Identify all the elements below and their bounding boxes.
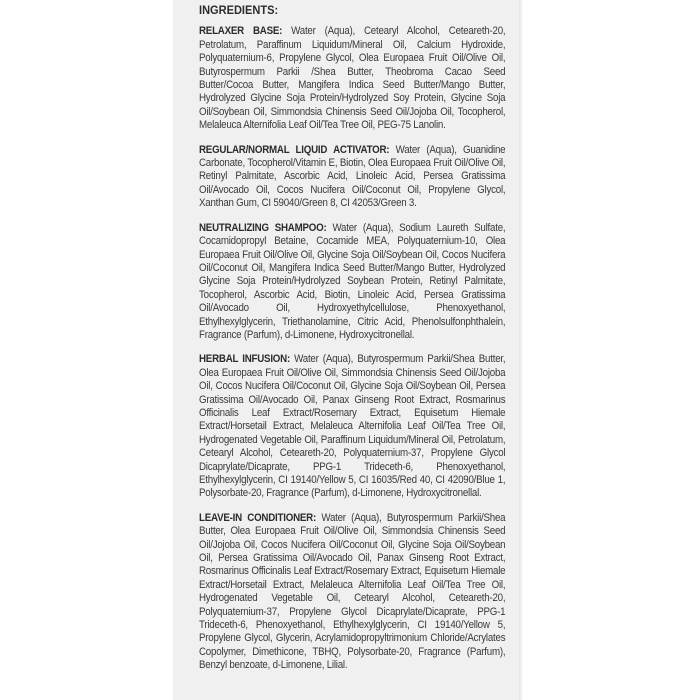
section-neutralizing-shampoo [199,222,505,343]
panel-edge [519,0,523,700]
section-relaxer-base [199,25,505,132]
section-text: Water (Aqua), Sodium Laureth Sulfate, Cocamidopropyl Betaine, Cocamide MEA, Polyquaternium-10, Olea Europaea Fruit Oil/Olive Oil, Glycine Soja Oil/Soybean Oil, Cocos Nucifera Oil/Coconut Oil, Mangifera Indica Seed Butter/Mango Butter, Hydrolyzed Glycine Soja Protein/Hydrolyzed Soybean Protein, Retinyl Palmitate, Tocopherol, Ascorbic Acid, Biotin, Linoleic Acid, Persea Gratissima Oil/Avocado Oil, Hydroxyethylcellulose, Phenoxyethanol, Ethylhexylglycerin, Triethanolamine, Citric Acid, Phenolsulfonphthalein, Fragrance (Parfum), d-Limonene, Hydroxycitronellal. [199,221,506,341]
section-text: Water (Aqua), Butyrospermum Parkii/Shea Butter, Olea Europaea Fruit Oil/Olive Oil, Simmondsia Chinensis Seed Oil/Jojoba Oil, Cocos Nucifera Oil/Coconut Oil, Glycine Soja Oil/Soybean Oil, Persea Gratissima Oil/Avocado Oil, Panax Ginseng Root Extract, Rosmarinus Officinalis Leaf Extract/Rosemary Extract, Equisetum Hiemale Extract/Horsetail Extract, Melaleuca Alternifolia Leaf Oil/Tea Tree Oil, Hydrogenated Vegetable Oil, Cetearyl Alcohol, Ceteareth-20, Polyquaternium-37, Propylene Glycol Dicaprylate/Dicaprate, PPG-1 Trideceth-6, Phenoxyethanol, Ethylhexylglycerin, CI 19140/Yellow 5, Propylene Glycol, Glycerin, Acrylamidopropyltrimonium Chloride/Acrylates Copolymer, Dimethicone, TBHQ, Polysorbate-20, Fragrance (Parfum), Benzyl benzoate, d-Limonene, Lilial. [199,511,506,672]
ingredients-list [199,4,505,684]
section-label: RELAXER BASE: [199,25,292,38]
section-label: REGULAR/NORMAL LIQUID ACTIVATOR: [199,143,396,156]
ingredients-title: INGREDIENTS: [199,3,279,17]
section-text: Water (Aqua), Guanidine Carbonate, Tocopherol/Vitamin E, Biotin, Olea Europaea Fruit Oil/Olive Oil, Retinyl Palmitate, Ascorbic Acid, Linoleic Acid, Persea Gratissima Oil/Avocado Oil, Cocos Nucifera Oil/Coconut Oil, Propylene Glycol, Xanthan Gum, CI 59040/Green 8, CI 42053/Green 3. [199,143,506,210]
section-label: NEUTRALIZING SHAMPOO: [199,221,333,234]
section-herbal-infusion [199,353,505,500]
section-liquid-activator [199,144,505,211]
section-label: LEAVE-IN CONDITIONER: [199,511,322,524]
section-label: HERBAL INFUSION: [199,353,295,366]
section-text: Water (Aqua), Butyrospermum Parkii/Shea Butter, Olea Europaea Fruit Oil/Olive Oil, Simmondsia Chinensis Seed Oil/Jojoba Oil, Cocos Nucifera Oil/Coconut Oil, Glycine Soja Oil/Soybean Oil, Persea Gratissima Oil/Avocado Oil, Panax Ginseng Root Extract, Rosmarinus Officinalis Leaf Extract/Rosemary Extract, Equisetum Hiemale Extract/Horsetail Extract, Melaleuca Alternifolia Leaf Oil/Tea Tree Oil, Hydrogenated Vegetable Oil, Paraffinum Liquidum/Mineral Oil, Petrolatum, Cetearyl Alcohol, Ceteareth-20, Polyquaternium-37, Propylene Glycol Dicaprylate/Dicaprate, PPG-1 Trideceth-6, Phenoxyethanol, Ethylhexylglycerin, CI 19140/Yellow 5, CI 16035/Red 40, CI 42090/Blue 1, Polysorbate-20, Fragrance (Parfum), d-Limonene, Hydroxycitronellal. [199,353,506,500]
section-text: Water (Aqua), Cetearyl Alcohol, Ceteareth-20, Petrolatum, Paraffinum Liquidum/Mineral Oil, Calcium Hydroxide, Polyquaternium-6, Propylene Glycol, Olea Europaea Fruit Oil/Olive Oil, Butyrospermum Parkii /Shea Butter, Theobroma Cacao Seed Butter/Cocoa Butter, Mangifera Indica Seed Butter/Mango Butter, Hydrolyzed Glycine Soja Protein/Hydrolyzed Soy Protein, Glycine Soja Oil/Soybean Oil, Simmondsia Chinensis Seed Oil/Jojoba Oil, Tocopherol, Melaleuca Alternifolia Leaf Oil/Tea Tree Oil, PEG-75 Lanolin. [199,25,506,132]
section-leave-in-conditioner [199,512,505,673]
